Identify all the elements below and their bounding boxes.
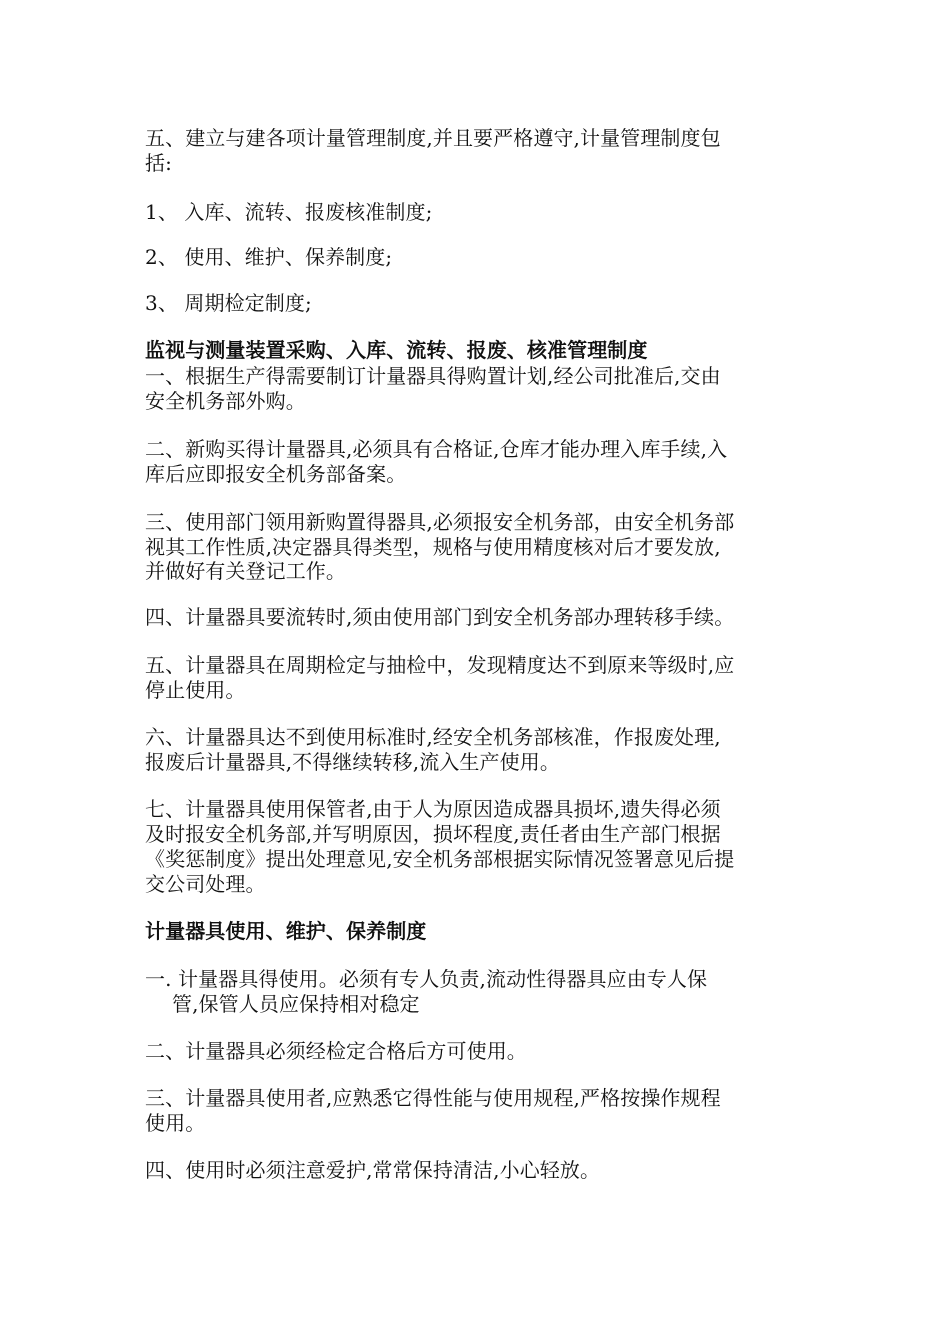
text-line: 三、使用部门领用新购置得器具,必须报安全机务部，由安全机务部 [145,510,735,534]
text-line: 三、计量器具使用者,应熟悉它得性能与使用规程,严格按操作规程 [145,1086,721,1110]
text-line: 七、计量器具使用保管者,由于人为原因造成器具损坏,遗失得必须 [145,797,721,821]
text-line: 六、计量器具达不到使用标准时,经安全机务部核准，作报废处理, [145,725,721,749]
text-line: 括: [145,151,172,175]
text-line: 报废后计量器具,不得继续转移,流入生产使用。 [145,750,560,774]
text-line: 及时报安全机务部,并写明原因，损坏程度,责任者由生产部门根据 [145,822,721,846]
text-line: 管,保管人员应保持相对稳定 [172,992,420,1016]
text-line: 一、根据生产得需要制订计量器具得购置计划,经公司批准后,交由 [145,364,721,388]
text-line: 四、计量器具要流转时,须由使用部门到安全机务部办理转移手续。 [145,605,735,629]
text-line: 停止使用。 [145,678,246,702]
text-line: 安全机务部外购。 [145,389,306,413]
text-line: 五、计量器具在周期检定与抽检中，发现精度达不到原来等级时,应 [145,653,735,677]
text-line: 1、 入库、流转、报废核准制度; [145,200,433,224]
text-line: 二、新购买得计量器具,必须具有合格证,仓库才能办理入库手续,入 [145,437,728,461]
text-line: 并做好有关登记工作。 [145,559,346,583]
text-line: 使用。 [145,1111,206,1135]
text-line: 3、 周期检定制度; [145,291,312,315]
text-line: 一. 计量器具得使用。必须有专人负责,流动性得器具应由专人保 [145,967,708,991]
text-line: 视其工作性质,决定器具得类型，规格与使用精度核对后才要发放, [145,535,721,559]
text-line: 2、 使用、维护、保养制度; [145,245,393,269]
text-line: 库后应即报安全机务部备案。 [145,462,407,486]
text-line: 《奖惩制度》提出处理意见,安全机务部根据实际情况签署意见后提 [145,847,735,871]
section-heading: 监视与测量装置采购、入库、流转、报废、核准管理制度 [145,338,648,362]
text-line: 四、使用时必须注意爱护,常常保持清洁,小心轻放。 [145,1158,601,1182]
text-line: 五、建立与建各项计量管理制度,并且要严格遵守,计量管理制度包 [145,126,721,150]
text-line: 交公司处理。 [145,872,266,896]
section-heading: 计量器具使用、维护、保养制度 [145,919,427,943]
text-line: 二、计量器具必须经检定合格后方可使用。 [145,1039,527,1063]
